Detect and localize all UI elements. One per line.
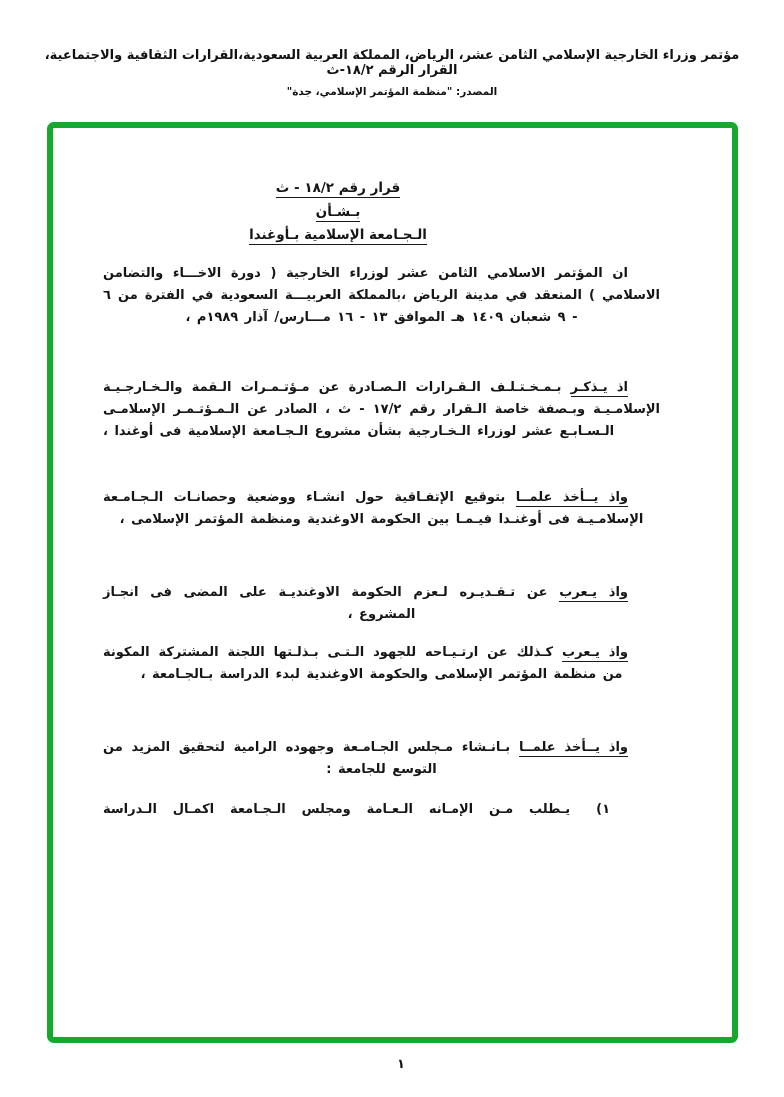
clause-lead: واذ يـعرب <box>562 645 628 660</box>
clause-text: كـذلك عن ارتـيـاحه للجهود الـتـى بـذلـتها اللجنة المشتركة المكونة من منظمة المؤتمر الإسلامى والحكومة الاوغندية لبدء الدراسة بـالجـامعة ، <box>103 645 623 682</box>
clause-paragraph <box>103 377 660 443</box>
clause-paragraph <box>103 487 660 531</box>
resolution-subject-line <box>229 224 447 248</box>
clause-lead: واذ يـعرب <box>559 585 629 600</box>
resolution-number-line <box>229 177 447 201</box>
resolution-regarding-label: بـشـأن <box>315 203 361 220</box>
clause-text: بـمـخـتـلـف الـقـرارات الـصـادرة عن مـؤتـمـرات الـقمة والـخـارجـيـة الإسلامـيـة وبـصفة خاصة الـقرار رقم ١٧/٢ - ث ، الصادر عن الـمـؤتـمـر الإسلامـى الـسـابـع عشر لوزراء الـخـارجية بشأن مشروع الـجـامعة الإسلامية فى أوغندا ، <box>103 380 661 439</box>
item-number: ١) <box>596 802 610 817</box>
resolution-subject: الـجـامعة الإسلامية بـأوغندا <box>249 227 427 243</box>
clause-paragraph <box>103 582 660 626</box>
document-frame <box>47 122 738 1043</box>
resolution-regarding-line <box>229 201 447 225</box>
clause-lead: اذ يـذكـر <box>570 380 629 395</box>
preamble-paragraph: ان المؤتمر الاسلامي الثامن عشر لوزراء الخارجية ( دورة الاخـــاء والتضامن الاسلامي ) المنعقد في مدينة الرياض ،بالمملكة العربيـــة السعودية في الفترة من ٦ - ٩ شعبان ١٤٠٩ هـ الموافق ١٣ - ١٦ مـــارس/ آذار ١٩٨٩م ، <box>103 266 660 325</box>
list-item <box>103 799 610 821</box>
clause-text: بتوقيع الإتفـاقية حول انشـاء ووضعية وحصانـات الـجـامـعة الإسلامـيـة فى أوغنـدا فيـمـا بين الحكومة الاوغندية ومنظمة المؤتمر الإسلامى ، <box>103 490 644 527</box>
header-source: المصدر: "منظمة المؤتمر الإسلامي، جدة" <box>286 86 498 98</box>
resolution-title <box>229 177 447 248</box>
item-text: يـطلب مـن الإمـانه الـعـامة ومجلس الـجـامعة اكمـال الـدراسة <box>103 802 571 817</box>
clause-paragraph <box>103 737 660 781</box>
resolution-number: قرار رقم ١٨/٢ - ث <box>275 180 401 196</box>
clause-text: عن تـقـديـره لـعزم الحكومة الاوغنديـة على المضى فى انجـاز المشروع ، <box>103 585 548 622</box>
clause-text: بـانـشاء مـجلس الجـامـعة وجهوده الرامية لتحقيق المزيد من التوسع للجامعة : <box>103 740 511 777</box>
header-citation: مؤتمر وزراء الخارجية الإسلامي الثامن عشر، الرياض، المملكة العربية السعودية،القرارات الثقافية والاجتماعية، القرار الرقم ١٨/٢-ث <box>44 48 740 78</box>
clause-paragraph <box>103 642 660 686</box>
page-number: ١ <box>397 1057 405 1072</box>
page-header <box>0 48 784 98</box>
clause-lead: واذ يــأخذ علمــا <box>518 740 629 755</box>
clause-lead: واذ يــأخذ علمــا <box>515 490 629 505</box>
